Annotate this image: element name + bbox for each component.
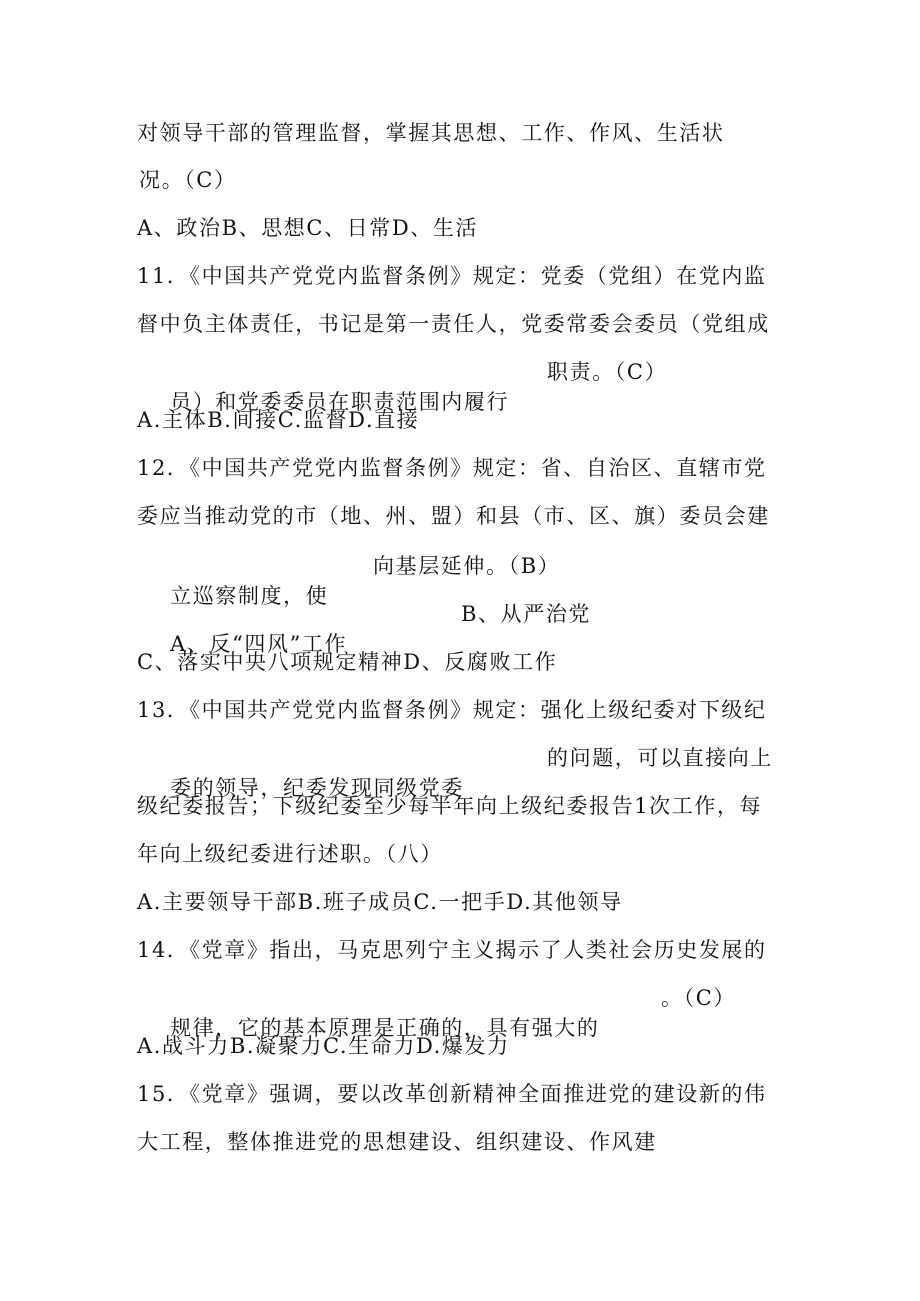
question-15-line: 15．《党章》强调，要以改革创新精神全面推进党的建设新的伟: [137, 1082, 767, 1106]
text-segment: 委的领导，纪委发现同级党委: [170, 776, 464, 800]
option-line: C、落实中央八项规定精神D、反腐败工作: [137, 650, 558, 674]
text-line: 督中负主体责任，书记是第一责任人，党委常委会委员（党组成: [137, 312, 770, 336]
option-a: A、反“四风”工作: [170, 632, 348, 656]
text-segment: 规律，它的基本原理是正确的，具有强大的: [170, 1016, 600, 1040]
text-line: 委应当推动党的市（地、州、盟）和县（市、区、旗）委员会建: [137, 504, 770, 528]
text-line: 级纪委报告；下级纪委至少每半年向上级纪委报告1次工作，每: [137, 794, 763, 818]
question-12-line: 12．《中国共产党党内监督条例》规定：省、自治区、直辖市党: [137, 456, 767, 480]
option-line: A.战斗力B.凝聚力C.生命力D.爆发力: [137, 1034, 510, 1058]
option-line: A.主体B.间接C.监督D.直接: [137, 408, 420, 432]
option-line: A.主要领导干部B.班子成员C.一把手D.其他领导: [137, 890, 623, 914]
option-line: A、政治B、思想C、日常D、生活: [137, 216, 479, 240]
text-segment: 立巡察制度，使: [170, 584, 329, 608]
text-segment: 员）和党委委员在职责范围内履行: [170, 390, 510, 414]
question-11-line: 11．《中国共产党党内监督条例》规定：党委（党组）在党内监: [137, 264, 767, 288]
text-line: 大工程，整体推进党的思想建设、组织建设、作风建: [137, 1130, 657, 1154]
text-line: 况。（C）: [139, 168, 237, 192]
text-segment: 。（C）: [661, 986, 736, 1010]
text-segment: 职责。（C）: [547, 360, 668, 384]
question-13-line: 13．《中国共产党党内监督条例》规定：强化上级纪委对下级纪: [137, 698, 767, 722]
option-b: B、从严治党: [461, 602, 592, 626]
question-14-line: 14．《党章》指出，马克思列宁主义揭示了人类社会历史发展的: [137, 938, 767, 962]
text-segment: 的问题，可以直接向上: [547, 746, 773, 770]
text-line: 年向上级纪委进行述职。（八）: [137, 842, 443, 866]
text-line: 对领导干部的管理监督，掌握其思想、工作、作风、生活状: [137, 121, 725, 145]
text-segment: 向基层延伸。（B）: [373, 554, 561, 578]
